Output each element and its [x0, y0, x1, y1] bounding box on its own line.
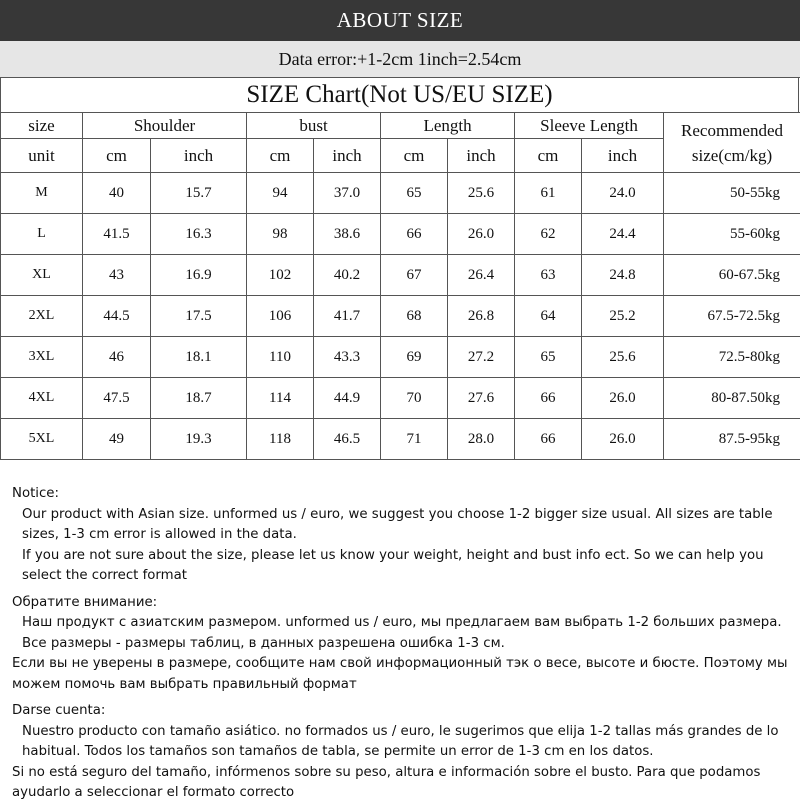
bust-cm-cell: 110: [247, 337, 314, 378]
bust-inch-cell: 44.9: [314, 378, 381, 419]
bust-cm-cell: 98: [247, 214, 314, 255]
sleeve-inch-cell: 25.6: [582, 337, 664, 378]
bust-inch-cell: 38.6: [314, 214, 381, 255]
bust-cm-cell: 114: [247, 378, 314, 419]
length-inch-cell: 27.2: [448, 337, 515, 378]
col-length: Length: [381, 113, 515, 139]
sleeve-cm-cell: 62: [515, 214, 582, 255]
col-sleeve-length: Sleeve Length: [515, 113, 664, 139]
shoulder-cm-cell: 43: [83, 255, 151, 296]
shoulder-inch-cell: 18.1: [151, 337, 247, 378]
col-unit: unit: [1, 139, 83, 173]
table-row: [1, 255, 800, 296]
length-inch-cell: 27.6: [448, 378, 515, 419]
notice-title-en: Notice:: [12, 484, 788, 505]
notes-section: [12, 484, 788, 810]
size-cell: 3XL: [1, 337, 83, 378]
error-note: Data error:+1-2cm 1inch=2.54cm: [0, 41, 800, 78]
shoulder-cm-cell: 41.5: [83, 214, 151, 255]
sleeve-inch-cell: 25.2: [582, 296, 664, 337]
unit-inch: inch: [314, 139, 381, 173]
recommended-unit: size(cm/kg): [692, 146, 772, 165]
shoulder-cm-cell: 40: [83, 173, 151, 214]
recommended-cell: 72.5-80kg: [664, 337, 800, 378]
notice-text-ru-1: Наш продукт с азиатским размером. unformed us / euro, мы предлагаем вам выбрать 1-2 больших размера. Все размеры - размеры таблиц, в данных разрешена ошибка 1-3 см.: [12, 613, 788, 654]
size-rows: [1, 173, 800, 460]
sleeve-inch-cell: 26.0: [582, 419, 664, 460]
length-cm-cell: 69: [381, 337, 448, 378]
notice-text-ru-2: Если вы не уверены в размере, сообщите нам свой информационный тэк о весе, высоте и бюсте. Поэтому мы можем помочь вам выбрать правильный формат: [12, 654, 788, 695]
notice-title-ru: Обратите внимание:: [12, 593, 788, 614]
col-bust: bust: [247, 113, 381, 139]
recommended-cell: 67.5-72.5kg: [664, 296, 800, 337]
bust-cm-cell: 102: [247, 255, 314, 296]
unit-inch: inch: [151, 139, 247, 173]
sleeve-inch-cell: 24.4: [582, 214, 664, 255]
recommended-cell: 87.5-95kg: [664, 419, 800, 460]
sleeve-cm-cell: 65: [515, 337, 582, 378]
recommended-cell: 60-67.5kg: [664, 255, 800, 296]
recommended-cell: 55-60kg: [664, 214, 800, 255]
length-cm-cell: 67: [381, 255, 448, 296]
table-row: [1, 214, 800, 255]
bust-inch-cell: 40.2: [314, 255, 381, 296]
bust-cm-cell: 106: [247, 296, 314, 337]
page-title: ABOUT SIZE: [0, 0, 800, 41]
bust-inch-cell: 46.5: [314, 419, 381, 460]
unit-inch: inch: [448, 139, 515, 173]
table-row: [1, 378, 800, 419]
size-cell: 5XL: [1, 419, 83, 460]
notice-text-en-1: Our product with Asian size. unformed us / euro, we suggest you choose 1-2 bigger size usual. All sizes are table sizes, 1-3 cm error is allowed in the data.: [12, 505, 788, 546]
length-cm-cell: 65: [381, 173, 448, 214]
bust-cm-cell: 94: [247, 173, 314, 214]
bust-cm-cell: 118: [247, 419, 314, 460]
shoulder-inch-cell: 16.9: [151, 255, 247, 296]
length-inch-cell: 26.4: [448, 255, 515, 296]
col-shoulder: Shoulder: [83, 113, 247, 139]
shoulder-inch-cell: 15.7: [151, 173, 247, 214]
sleeve-cm-cell: 66: [515, 419, 582, 460]
notice-text-es-2: Si no está seguro del tamaño, infórmenos sobre su peso, altura e información sobre el busto. Para que podamos ayudarlo a seleccionar el formato correcto: [12, 763, 788, 804]
size-cell: XL: [1, 255, 83, 296]
recommended-label: Recommended: [681, 121, 783, 140]
size-table: [0, 112, 800, 460]
length-cm-cell: 70: [381, 378, 448, 419]
table-row: [1, 337, 800, 378]
length-inch-cell: 26.8: [448, 296, 515, 337]
notice-text-en-2: If you are not sure about the size, please let us know your weight, height and bust info ect. So we can help you select the correct format: [12, 546, 788, 587]
table-row: [1, 419, 800, 460]
sleeve-inch-cell: 24.0: [582, 173, 664, 214]
length-cm-cell: 71: [381, 419, 448, 460]
shoulder-inch-cell: 19.3: [151, 419, 247, 460]
bust-inch-cell: 37.0: [314, 173, 381, 214]
unit-inch: inch: [582, 139, 664, 173]
shoulder-cm-cell: 46: [83, 337, 151, 378]
shoulder-cm-cell: 49: [83, 419, 151, 460]
shoulder-inch-cell: 16.3: [151, 214, 247, 255]
shoulder-inch-cell: 17.5: [151, 296, 247, 337]
bust-inch-cell: 43.3: [314, 337, 381, 378]
table-row: [1, 296, 800, 337]
size-cell: L: [1, 214, 83, 255]
notes-russian: [12, 593, 788, 696]
notice-text-es-1: Nuestro producto con tamaño asiático. no formados us / euro, le sugerimos que elija 1-2 tallas más grandes de lo habitual. Todos los tamaños son tamaños de tabla, se permite un error de 1-3 cm en los datos.: [12, 722, 788, 763]
size-cell: 4XL: [1, 378, 83, 419]
size-cell: M: [1, 173, 83, 214]
sleeve-inch-cell: 24.8: [582, 255, 664, 296]
shoulder-cm-cell: 44.5: [83, 296, 151, 337]
notes-spanish: [12, 701, 788, 804]
table-row: [1, 173, 800, 214]
sleeve-cm-cell: 63: [515, 255, 582, 296]
sleeve-inch-cell: 26.0: [582, 378, 664, 419]
recommended-cell: 80-87.50kg: [664, 378, 800, 419]
bust-inch-cell: 41.7: [314, 296, 381, 337]
notice-title-es: Darse cuenta:: [12, 701, 788, 722]
length-inch-cell: 26.0: [448, 214, 515, 255]
shoulder-inch-cell: 18.7: [151, 378, 247, 419]
sleeve-cm-cell: 66: [515, 378, 582, 419]
size-chart-title: SIZE Chart(Not US/EU SIZE): [0, 78, 799, 112]
length-inch-cell: 28.0: [448, 419, 515, 460]
unit-cm: cm: [247, 139, 314, 173]
sleeve-cm-cell: 61: [515, 173, 582, 214]
col-recommended: [664, 113, 800, 173]
length-cm-cell: 66: [381, 214, 448, 255]
unit-cm: cm: [515, 139, 582, 173]
notes-english: [12, 484, 788, 587]
header-row-1: [1, 113, 800, 139]
length-inch-cell: 25.6: [448, 173, 515, 214]
shoulder-cm-cell: 47.5: [83, 378, 151, 419]
sleeve-cm-cell: 64: [515, 296, 582, 337]
unit-cm: cm: [381, 139, 448, 173]
unit-cm: cm: [83, 139, 151, 173]
length-cm-cell: 68: [381, 296, 448, 337]
recommended-cell: 50-55kg: [664, 173, 800, 214]
size-cell: 2XL: [1, 296, 83, 337]
col-size: size: [1, 113, 83, 139]
